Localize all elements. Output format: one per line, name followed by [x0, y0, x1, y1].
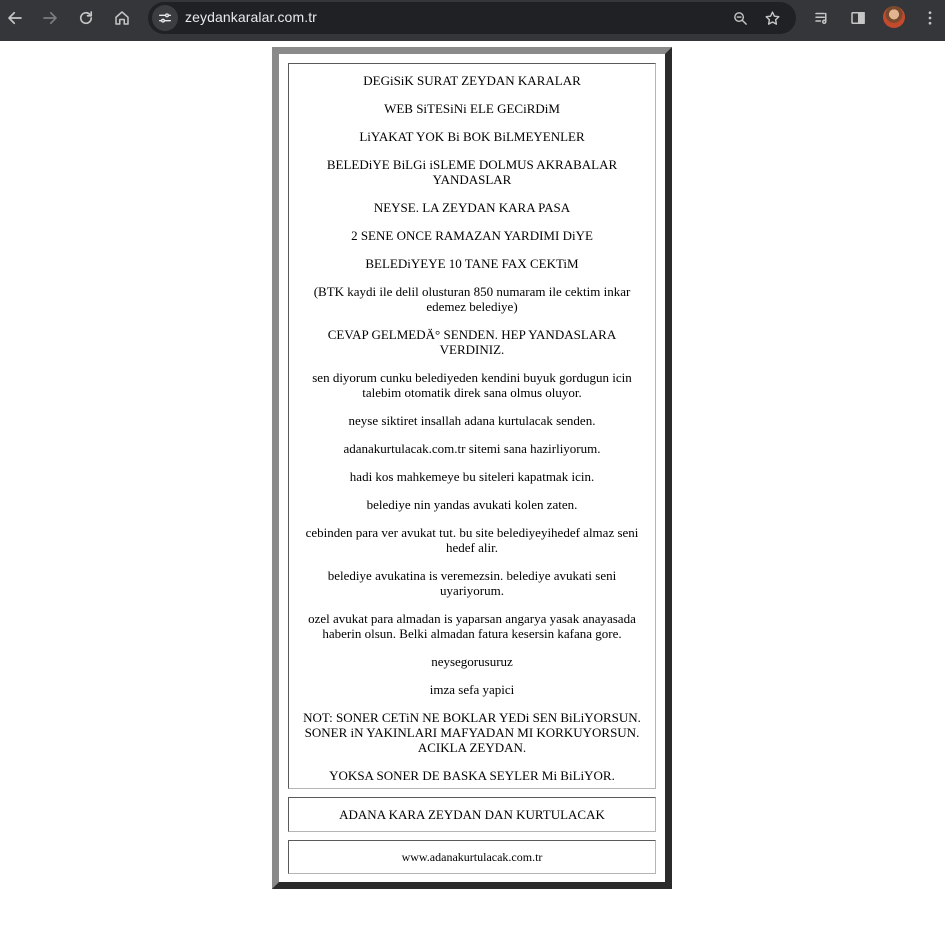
browser-toolbar: [0, 0, 945, 41]
profile-avatar[interactable]: [883, 6, 905, 28]
message-line: ozel avukat para almadan is yaparsan angarya yasak anayasada haberin olsun. Belki almadan fatura kesersin kafana gore.: [308, 611, 636, 641]
home-button[interactable]: [108, 5, 136, 31]
message-line: cebinden para ver avukat tut. bu site belediyeyihedef almaz seni hedef alir.: [305, 525, 639, 555]
reload-button[interactable]: [72, 5, 100, 31]
playlist-icon: [813, 9, 831, 27]
message-line: NEYSE. LA ZEYDAN KARA PASA: [373, 200, 571, 215]
star-icon: [764, 10, 781, 27]
message-line: belediye avukatina is veremezsin. belediye avukati seni uyariyorum.: [327, 568, 617, 598]
message-line: (BTK kaydi ile delil olusturan 850 numaram ile cektim inkar edemez belediye): [313, 284, 631, 314]
message-line: LiYAKAT YOK Bi BOK BiLMEYENLER: [359, 129, 585, 144]
menu-button[interactable]: [916, 5, 944, 31]
home-icon: [113, 9, 131, 27]
message-line: sen diyorum cunku belediyeden kendini buyuk gordugun icin talebim otomatik direk sana olmus oluyor.: [312, 370, 632, 400]
reload-icon: [77, 9, 95, 27]
message-line: YOKSA SONER DE BASKA SEYLER Mi BiLiYOR.: [329, 768, 615, 783]
message-line: CEVAP GELMEDÄ° SENDEN. HEP YANDASLARA VERDINIZ.: [327, 327, 617, 357]
message-line: DEGiSiK SURAT ZEYDAN KARALAR: [363, 73, 581, 88]
url-text[interactable]: zeydankaralar.com.tr: [185, 9, 317, 25]
message-line: NOT: SONER CETiN NE BOKLAR YEDi SEN BiLiYORSUN. SONER iN YAKINLARI MAFYADAN MI KORKUYORSUN. ACIKLA ZEYDAN.: [303, 710, 641, 755]
arrow-right-icon: [41, 9, 59, 27]
side-panel-button[interactable]: [844, 5, 872, 31]
site-info-button[interactable]: [152, 5, 178, 31]
side-panel-icon: [849, 9, 867, 27]
message-line: BELEDiYE BiLGi iSLEME DOLMUS AKRABALAR YANDASLAR: [326, 157, 618, 187]
message-line: belediye nin yandas avukati kolen zaten.: [366, 497, 578, 512]
message-line: BELEDiYEYE 10 TANE FAX CEKTiM: [365, 256, 579, 271]
address-bar[interactable]: [148, 2, 796, 34]
forward-button[interactable]: [36, 5, 64, 31]
zoom-icon: [732, 10, 749, 27]
message-line: neyse siktiret insallah adana kurtulacak senden.: [348, 413, 596, 428]
message-line: imza sefa yapici: [429, 682, 515, 697]
message-line: hadi kos mahkemeye bu siteleri kapatmak icin.: [349, 469, 595, 484]
arrow-left-icon: [6, 9, 24, 27]
bookmark-button[interactable]: [760, 6, 784, 30]
content-table: [272, 47, 672, 889]
message-line: neysegorusuruz: [431, 654, 513, 669]
back-button[interactable]: [1, 5, 29, 31]
more-vert-icon: [921, 9, 939, 27]
media-controls-button[interactable]: [808, 5, 836, 31]
message-line: WEB SiTESiNi ELE GECiRDiM: [384, 101, 560, 116]
footer-title: ADANA KARA ZEYDAN DAN KURTULACAK: [288, 797, 656, 832]
message-cell: [288, 63, 656, 789]
message-line: 2 SENE ONCE RAMAZAN YARDIMI DiYE: [351, 228, 593, 243]
tune-icon: [157, 10, 173, 26]
zoom-button[interactable]: [728, 6, 752, 30]
message-line: adanakurtulacak.com.tr sitemi sana hazirliyorum.: [343, 441, 601, 456]
footer-url: www.adanakurtulacak.com.tr: [288, 840, 656, 874]
